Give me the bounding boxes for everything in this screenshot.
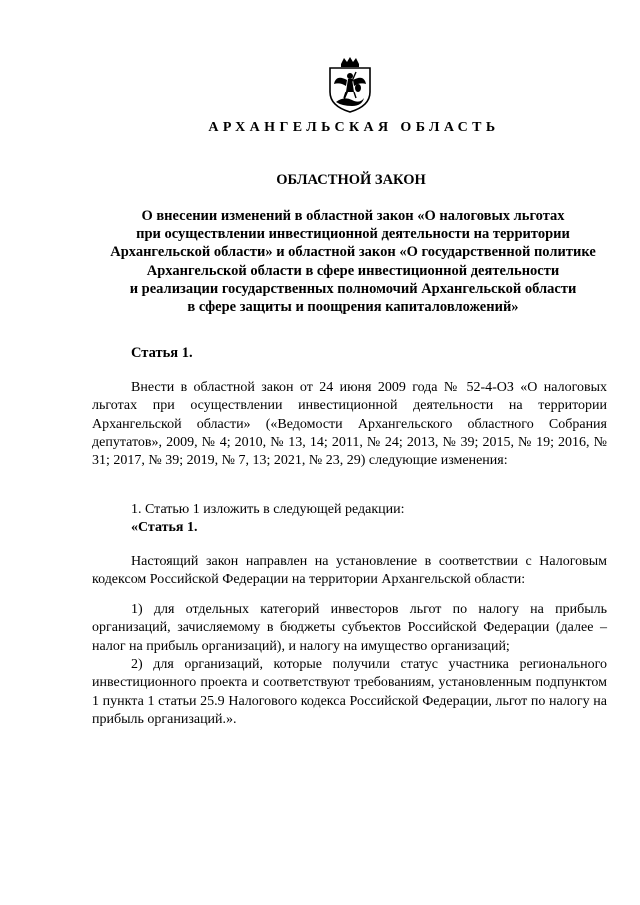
region-name: АРХАНГЕЛЬСКАЯ ОБЛАСТЬ	[208, 120, 500, 135]
article-heading: Статья 1.	[131, 345, 193, 361]
paragraph-amendment-intro: Внести в областной закон от 24 июня 2009 года № 52-4-ОЗ «О налоговых льготах при осуществлении инвестиционной деятельности на территории Архангельской области» («Ведомости Архангельского областного Собрания депутатов», 2009, № 4; 2010, № 13, 14; 2011, № 24; 2013, № 39; 2015, № 19; 2016, № 31; 2017, № 39; 2019, № 7, 13; 2021, № 23, 29) следующие изменения:	[92, 380, 607, 469]
paragraph-item-1: 1. Статью 1 изложить в следующей редакции:	[131, 502, 405, 517]
law-type: ОБЛАСТНОЙ ЗАКОН	[276, 172, 426, 188]
law-title: О внесении изменений в областной закон «О налоговых льготах при осуществлении инвестиционной деятельности на территории Архангельской области» и областной закон «О государственной политике Архангельской области в сфере инвестиционной деятельности и реализации государственных полномочий Архангельской области в сфере защиты и поощрения капиталовложений»	[110, 208, 596, 316]
paragraph-subitem-2: 2) для организаций, которые получили статус участника регионального инвестиционного проекта и соответствуют требованиям, установленным подпунктом 1 пункта 1 статьи 25.9 Налогового кодекса Российской Федерации, льгот по налогу на прибыль организаций.».	[92, 657, 607, 727]
arkhangelsk-coat-of-arms-icon	[324, 56, 376, 114]
paragraph-quoted-article-heading: «Статья 1.	[131, 520, 198, 535]
paragraph-law-purpose: Настоящий закон направлен на установление в соответствии с Налоговым кодексом Российской Федерации на территории Архангельской области:	[92, 554, 607, 588]
paragraph-subitem-1: 1) для отдельных категорий инвесторов льгот по налогу на прибыль организаций, зачисляемому в бюджеты субъектов Российской Федерации (далее – налог на прибыль организаций), и налогу на имущество организаций;	[92, 602, 607, 654]
